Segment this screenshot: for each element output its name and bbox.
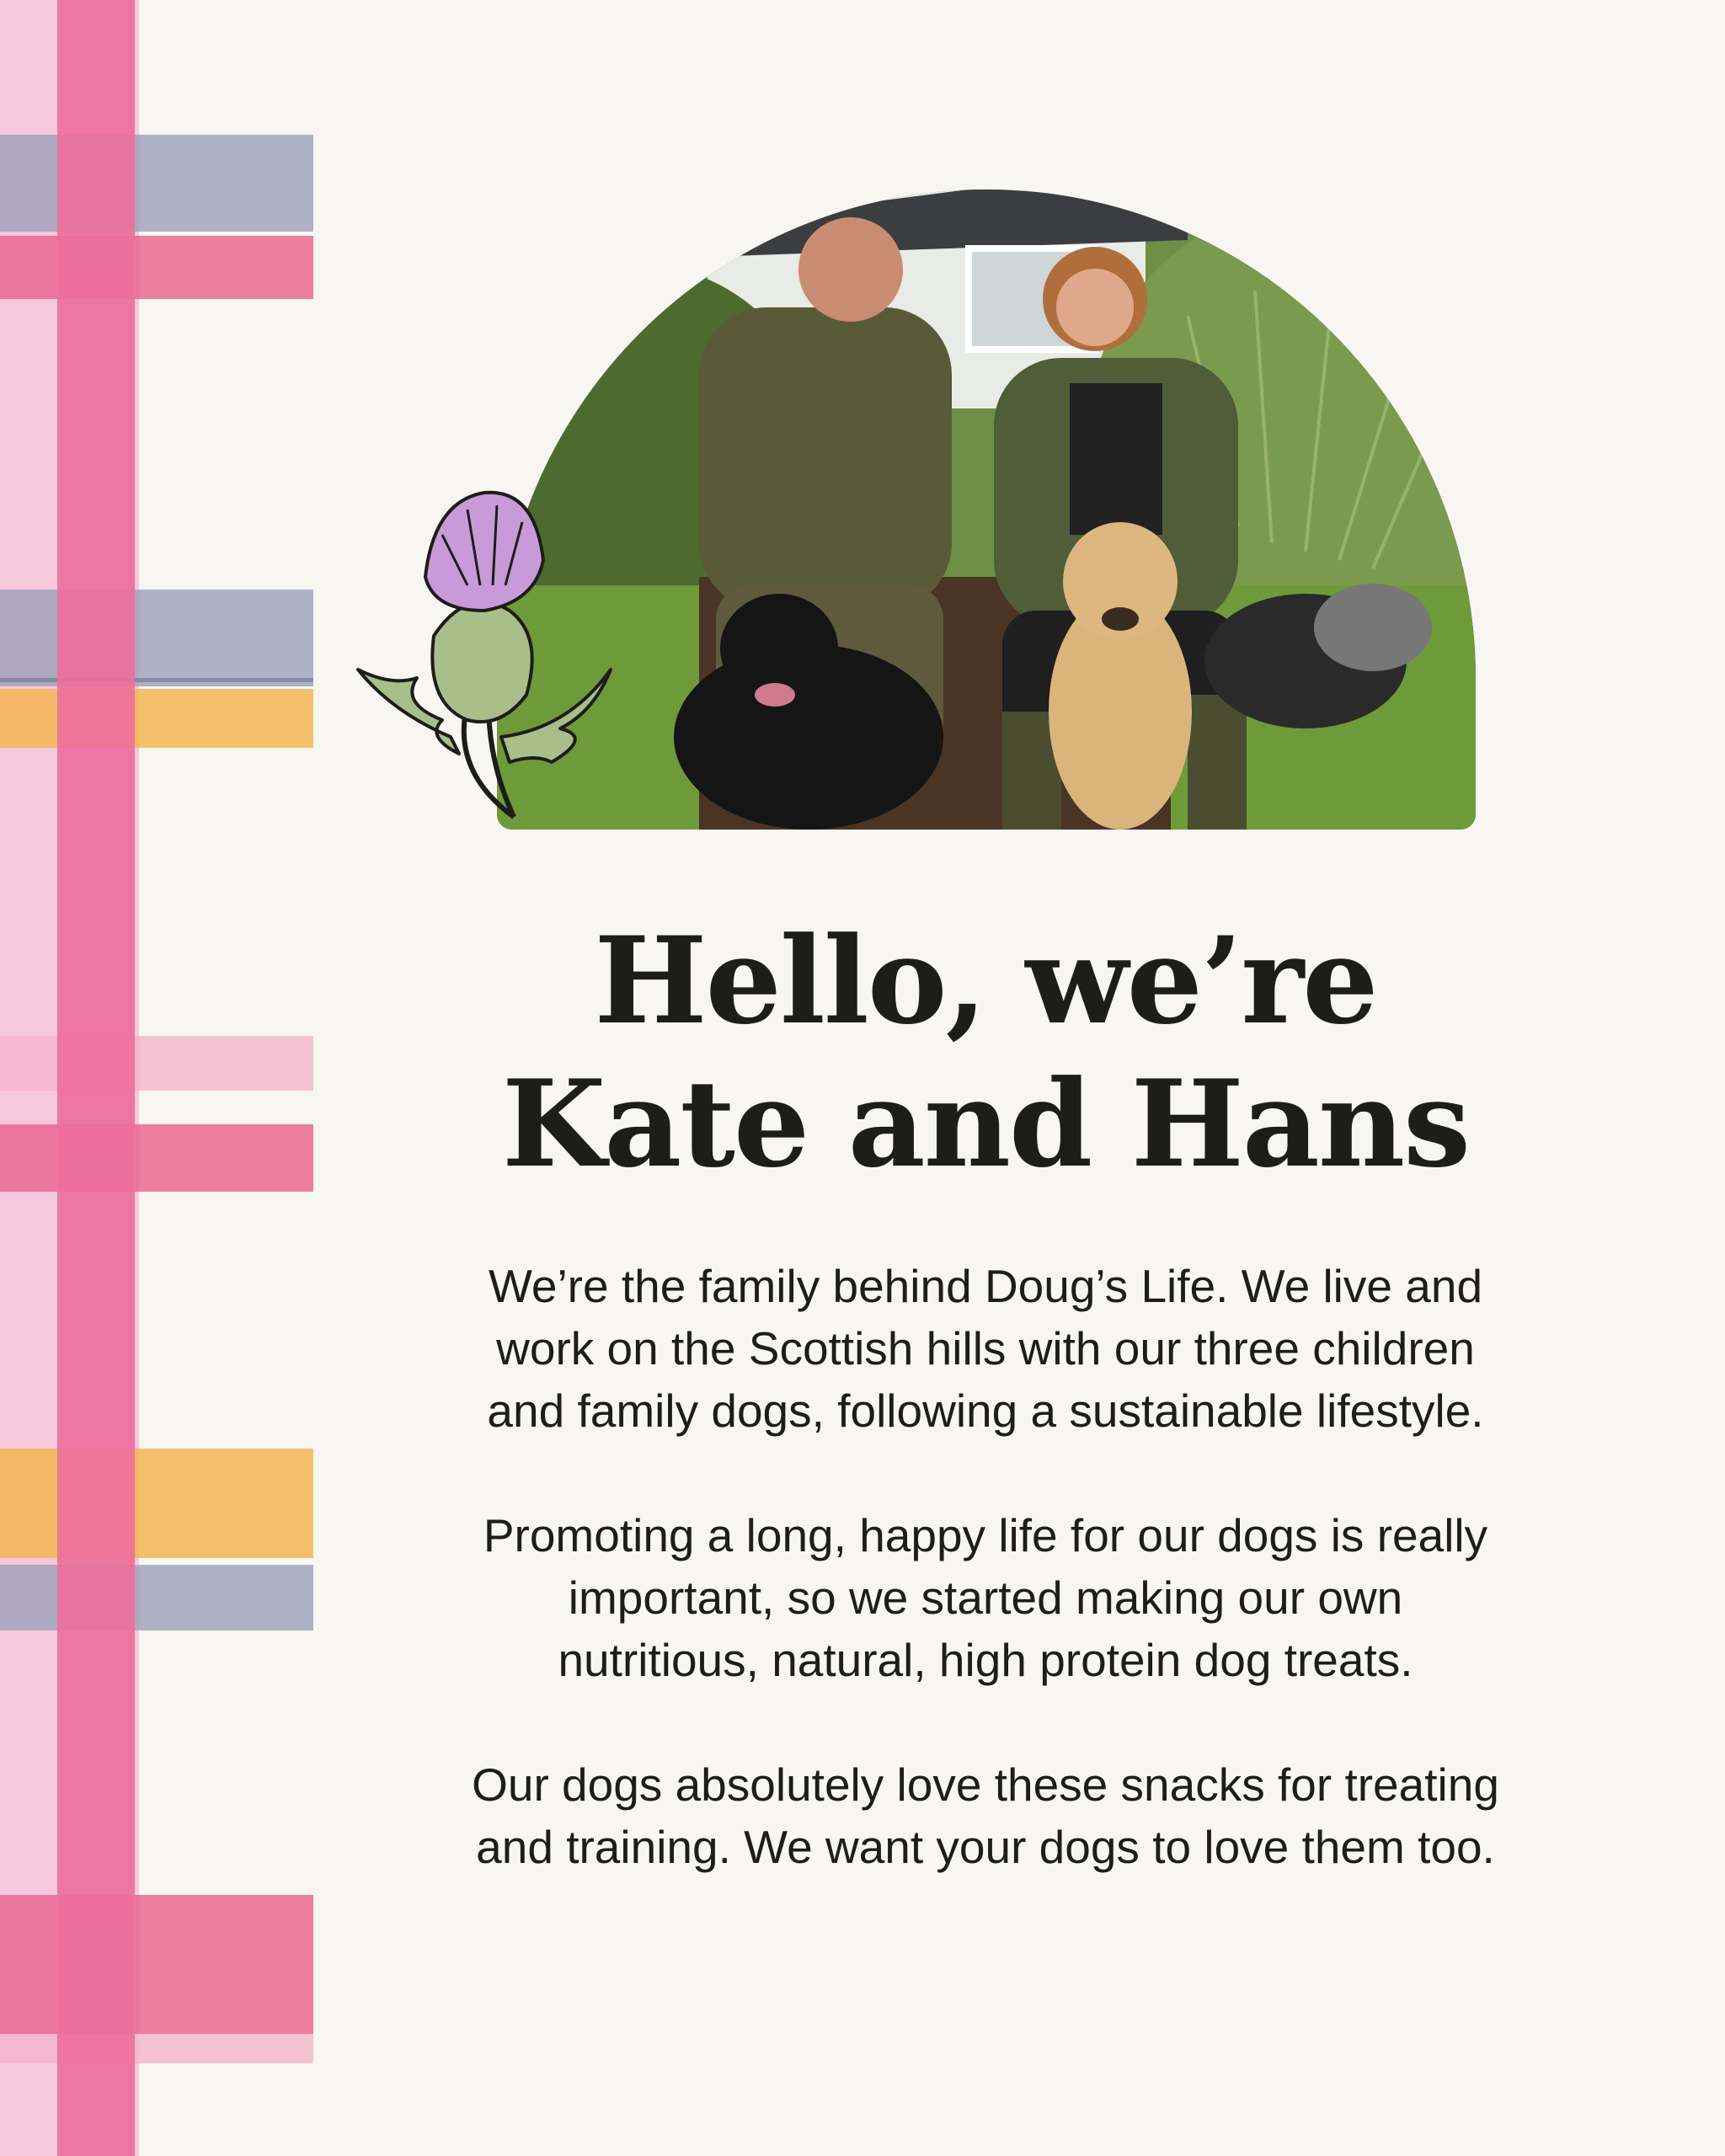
paragraph-3 — [371, 1753, 1600, 1878]
title-line-1: Hello, we’re — [594, 911, 1377, 1051]
tartan-vertical-stripe — [57, 0, 135, 2156]
paragraph-line: and training. We want your dogs to love them too. — [476, 1821, 1495, 1873]
tartan-band — [0, 1565, 313, 1630]
tartan-band — [0, 236, 313, 299]
paragraph-line: work on the Scottish hills with our three children — [496, 1322, 1475, 1374]
tartan-band — [0, 1895, 313, 2034]
tartan-thin-line — [0, 678, 313, 682]
paragraph-line: important, so we started making our own — [568, 1572, 1403, 1624]
paragraph-line: and family dogs, following a sustainable lifestyle. — [487, 1385, 1484, 1437]
tartan-band — [0, 689, 313, 748]
title-line-2: Kate and Hans — [501, 1054, 1470, 1194]
paragraph-line: Our dogs absolutely love these snacks for treating — [472, 1758, 1499, 1811]
tartan-band — [0, 1036, 313, 1091]
paragraph-1 — [371, 1255, 1600, 1442]
paragraph-line: nutritious, natural, high protein dog treats. — [558, 1634, 1413, 1686]
tartan-band — [0, 135, 313, 232]
tartan-band — [0, 1449, 313, 1558]
paragraph-2 — [371, 1504, 1600, 1691]
intro-copy — [371, 1255, 1600, 1940]
tartan-band — [0, 1124, 313, 1192]
paragraph-line: We’re the family behind Doug’s Life. We live and — [488, 1260, 1483, 1312]
paragraph-line: Promoting a long, happy life for our dogs is really — [483, 1509, 1488, 1561]
tartan-band — [0, 590, 313, 686]
thistle-icon — [341, 484, 661, 821]
page-title — [354, 910, 1617, 1196]
tartan-border — [0, 0, 313, 2156]
tartan-band — [0, 2034, 313, 2063]
